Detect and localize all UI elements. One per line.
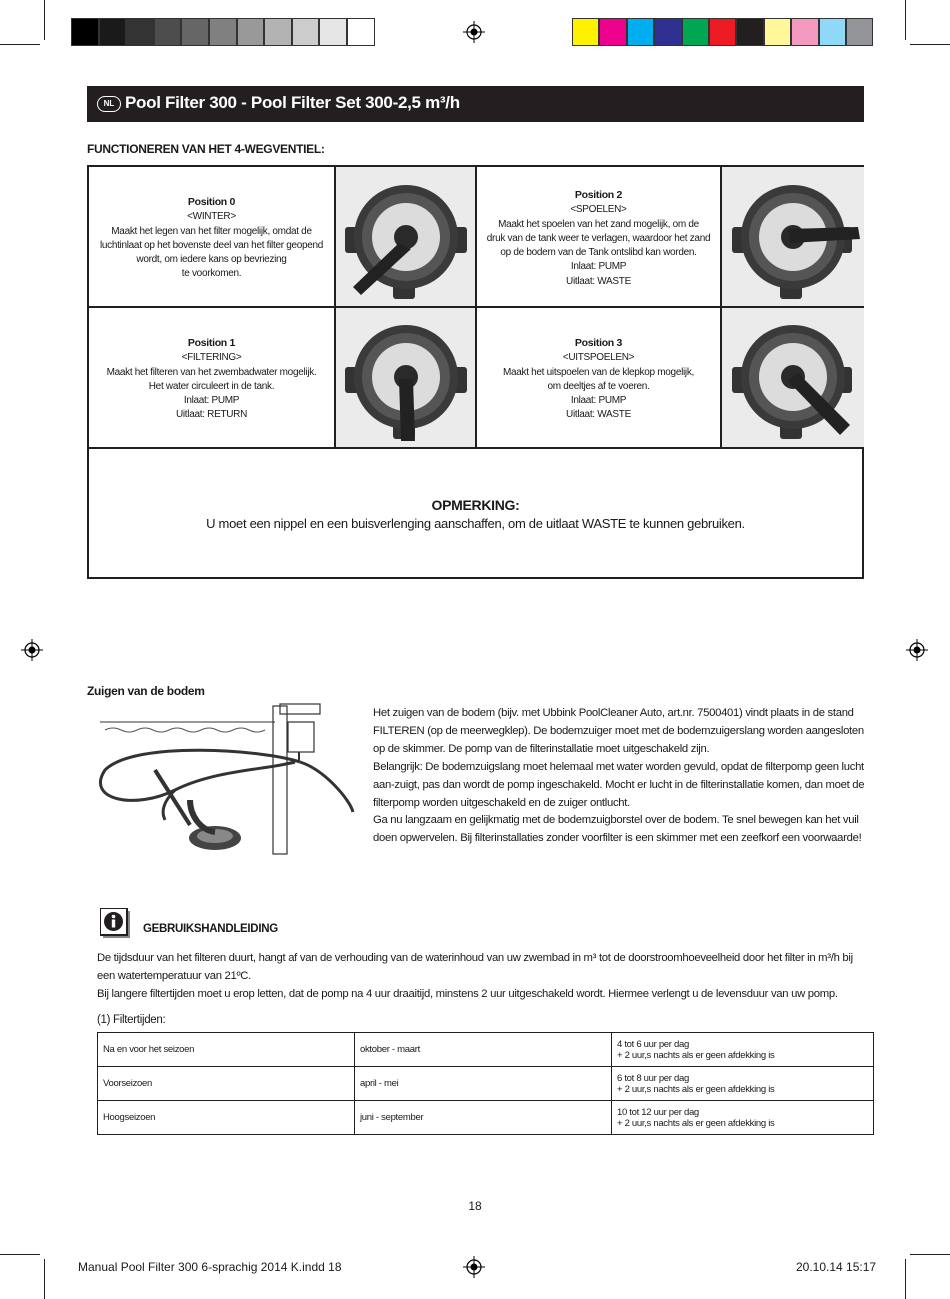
hours-text: 6 tot 8 uur per dag [617,1072,689,1084]
position-2-text [477,188,720,289]
color-swatch [791,18,818,46]
position-2-line: Uitlaat: WASTE [566,275,631,287]
position-3-title: Position 3 [574,337,623,349]
valve-position-3-icon [726,315,862,443]
color-swatch [736,18,763,46]
crop-mark [0,1254,40,1255]
season-cell: Voorseizoen [98,1067,355,1101]
color-swatch [709,18,736,46]
position-3-line: Maakt het uitspoelen van de klepkop mogelijk, [502,366,695,378]
valve-position-1-icon [339,315,473,443]
position-1-line: Uitlaat: RETURN [175,409,248,421]
position-3-text [477,336,720,423]
crop-mark [44,0,45,40]
color-swatch [654,18,681,46]
position-0-line: wordt, om iedere kans op bevriezing [136,254,287,266]
suction-title: Zuigen van de bodem [87,684,205,698]
crop-mark [910,1254,950,1255]
crop-mark [44,1259,45,1299]
hours-text: 4 tot 6 uur per dag [617,1038,689,1050]
color-swatch [99,18,127,46]
color-swatch [237,18,265,46]
usage-paragraph: De tijdsduur van het filteren duurt, hangt af van de verhouding van de waterinhoud van uw zwembad in m³ tot de doorstroomhoeveelheid door het filter in m³/h bij een watertemperatuur van 21ºC. [97,952,853,983]
language-badge: NL [97,96,121,112]
color-swatch [627,18,654,46]
position-2-line: druk van de tank weer te verlagen, waardoor het zand [486,232,711,244]
table-row [98,1067,874,1101]
season-cell: Na en voor het seizoen [98,1033,355,1067]
position-2-line: Inlaat: PUMP [570,261,627,273]
color-swatch [764,18,791,46]
page-number: 18 [468,1199,482,1213]
filter-times-label: (1) Filtertijden: [97,1014,166,1026]
section-title: FUNCTIONEREN VAN HET 4-WEGVENTIEL: [87,142,325,156]
valve-position-2-icon [726,175,862,303]
slug-filename: Manual Pool Filter 300 6-sprachig 2014 K.indd 18 [78,1260,342,1274]
position-1-title: Position 1 [187,337,236,349]
position-1-line: Inlaat: PUMP [183,395,240,407]
color-swatch [71,18,99,46]
position-3-line: <UITSPOELEN> [562,352,635,364]
crop-mark [905,1259,906,1299]
hours-text: 10 tot 12 uur per dag [617,1106,699,1118]
crop-mark [905,0,906,40]
slug-date: 20.10.14 15:17 [796,1260,877,1274]
filter-times-table [97,1032,874,1135]
registration-mark-icon [463,21,485,43]
color-swatch [209,18,237,46]
position-2-title: Position 2 [574,189,623,201]
pool-cleaner-illustration [95,700,360,860]
extra-text: + 2 uur,s nachts als er geen afdekking is [617,1083,775,1095]
usage-body [97,949,867,1004]
position-0-line: te voorkomen. [181,268,242,280]
color-swatch [846,18,873,46]
registration-mark-icon [906,639,928,661]
header-bar [87,86,864,122]
position-0-text [89,195,334,282]
valve-positions-table [87,165,864,579]
hours-cell [612,1067,874,1101]
suction-paragraph: Het zuigen van de bodem (bijv. met Ubbink PoolCleaner Auto, art.nr. 7500401) vindt plaats in de stand FILTEREN (op de meerwegklep). De bodemzuiger moet met de bodemzuigerslang worden aangesloten op de skimmer. De pomp van de filterinstallatie moet uitgeschakeld zijn. [373,707,864,755]
color-swatch [347,18,375,46]
suction-body [373,705,865,848]
position-1-line: <FILTERING> [181,352,242,364]
extra-text: + 2 uur,s nachts als er geen afdekking is [617,1049,775,1061]
registration-mark-icon [463,1256,485,1278]
page-title: Pool Filter 300 - Pool Filter Set 300-2,5 m³/h [125,93,460,112]
position-1-line: Maakt het filteren van het zwembadwater mogelijk. [106,366,317,378]
position-2-line: Maakt het spoelen van het zand mogelijk, om de [498,218,699,230]
suction-paragraph: Ga nu langzaam en gelijkmatig met de bodemzuigborstel over de bodem. Te snel bewegen kan het vuil doen opwervelen. Bij filterinstallaties zonder voorfilter is een skimmer met een zeefkorf een voorwaarde! [373,814,862,845]
color-swatch [572,18,599,46]
color-swatch [126,18,154,46]
position-2-line: op de bodem van de Tank ontslibd kan worden. [500,247,697,259]
color-swatch [264,18,292,46]
position-0-line: <WINTER> [187,211,236,223]
months-cell: april - mei [355,1067,612,1101]
position-2-line: <SPOELEN> [570,204,627,216]
position-0-line: luchtinlaat op het bovenste deel van het filter geopend [99,239,324,251]
crop-mark [910,44,950,45]
position-1-line: Het water circuleert in de tank. [148,380,275,392]
table-row [98,1033,874,1067]
color-swatch [599,18,626,46]
months-cell: oktober - maart [355,1033,612,1067]
position-1-text [89,336,334,423]
usage-paragraph: Bij langere filtertijden moet u erop letten, dat de pomp na 4 uur draaitijd, minstens 2 uur uitgeschakeld wordt. Hiermee verlengt u de levensduur van uw pomp. [97,988,838,1001]
position-0-title: Position 0 [187,196,236,208]
note-title: OPMERKING: [431,497,520,513]
color-swatch [292,18,320,46]
registration-mark-icon [21,639,43,661]
hours-cell [612,1033,874,1067]
color-swatch [154,18,182,46]
valve-position-0-icon [339,175,473,303]
position-0-line: Maakt het legen van het filter mogelijk, omdat de [111,225,312,237]
crop-mark [0,44,40,45]
hours-cell [612,1101,874,1135]
season-cell: Hoogseizoen [98,1101,355,1135]
color-swatch [319,18,347,46]
position-3-line: Uitlaat: WASTE [566,409,631,421]
table-row [98,1101,874,1135]
color-swatch [682,18,709,46]
position-3-line: om deeltjes af te voeren. [547,380,650,392]
extra-text: + 2 uur,s nachts als er geen afdekking is [617,1117,775,1129]
note-text: U moet een nippel en een buisverlenging aanschaffen, om de uitlaat WASTE te kunnen gebruiken. [206,516,745,531]
info-icon [100,908,130,938]
color-swatch [819,18,846,46]
color-swatch [181,18,209,46]
position-3-line: Inlaat: PUMP [570,395,627,407]
suction-paragraph: Belangrijk: De bodemzuigslang moet helemaal met water worden gevuld, opdat de filterpomp geen lucht aan-zuigt, pas dan wordt de pomp ingeschakeld. Mocht er lucht in de filterinstallatie komen, dan moet de filterpomp worden uitgeschakeld en de zuiger ontlucht. [373,760,865,809]
usage-title: GEBRUIKSHANDLEIDING [143,923,278,935]
months-cell: juni - september [355,1101,612,1135]
